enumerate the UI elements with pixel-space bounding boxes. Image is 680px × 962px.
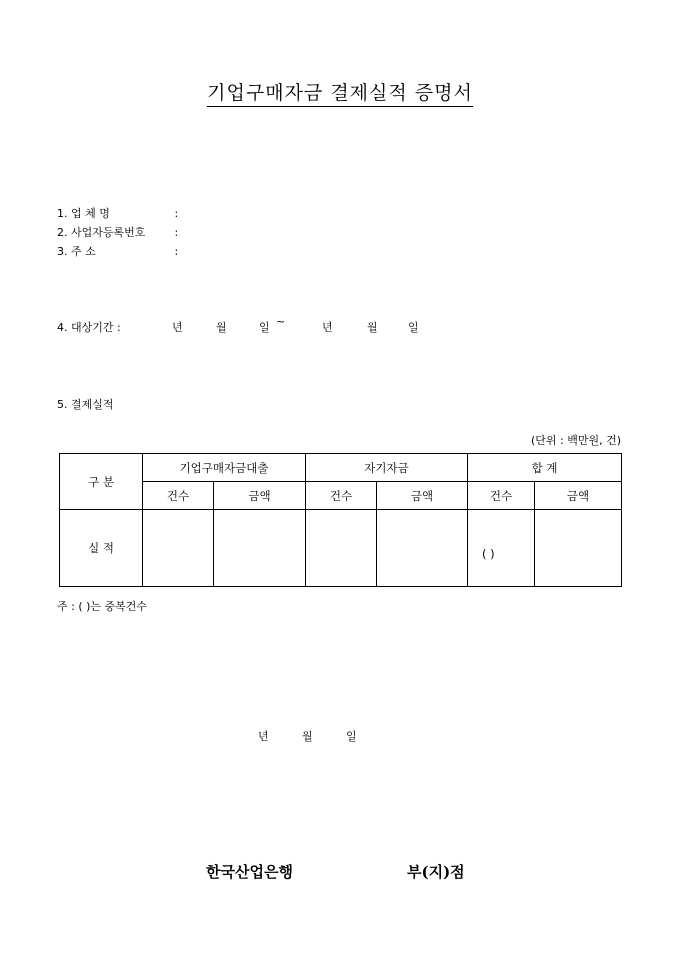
field-company: 1. 업 체 명 :: [57, 207, 179, 220]
cell-empty: [535, 510, 622, 587]
branch-name: 부(지)점: [407, 863, 465, 881]
sub-header-amount: 금액: [535, 482, 622, 510]
field-address-label: 주 소: [71, 245, 96, 258]
field-address: 3. 주 소 :: [57, 245, 179, 258]
period-year1: 년: [172, 321, 183, 334]
period-tilde: ~: [276, 315, 286, 328]
sub-header-amount: 금액: [377, 482, 468, 510]
field-company-label: 업 체 명: [71, 207, 110, 220]
cell-empty: [214, 510, 306, 587]
sub-header-count: 건수: [143, 482, 214, 510]
period-day1: 일: [259, 321, 270, 334]
sub-header-amount: 금액: [214, 482, 306, 510]
category-header: 구 분: [60, 454, 143, 510]
period-day2: 일: [408, 321, 419, 334]
footnote: 주 : ( )는 중복건수: [57, 600, 148, 613]
group-header-loan: 기업구매자금대출: [143, 454, 306, 482]
sub-header-count: 건수: [468, 482, 535, 510]
field-bizno: 2. 사업자등록번호 :: [57, 226, 179, 239]
period-year2: 년: [322, 321, 333, 334]
sub-header-count: 건수: [306, 482, 377, 510]
group-header-total: 합 계: [468, 454, 622, 482]
period-month2: 월: [367, 321, 378, 334]
bank-name: 한국산업은행: [206, 863, 293, 881]
row-label-results: 실 적: [60, 510, 143, 587]
date-day: 일: [346, 730, 357, 743]
cell-empty: [143, 510, 214, 587]
date-year: 년: [258, 730, 269, 743]
unit-label: (단위 : 백만원, 건): [530, 434, 621, 447]
date-month: 월: [302, 730, 313, 743]
section5-title: 5. 결제실적: [57, 398, 114, 411]
field-bizno-label: 사업자등록번호: [71, 226, 146, 239]
period-month1: 월: [216, 321, 227, 334]
cell-total-count: [468, 510, 535, 587]
cell-empty: [377, 510, 468, 587]
period-label: 4. 대상기간 :: [57, 321, 121, 334]
cell-empty: [306, 510, 377, 587]
document-title: 기업구매자금 결제실적 증명서: [0, 78, 680, 105]
results-table: [59, 453, 622, 587]
duplicate-count-paren: ( ): [482, 547, 495, 561]
group-header-own: 자기자금: [306, 454, 468, 482]
